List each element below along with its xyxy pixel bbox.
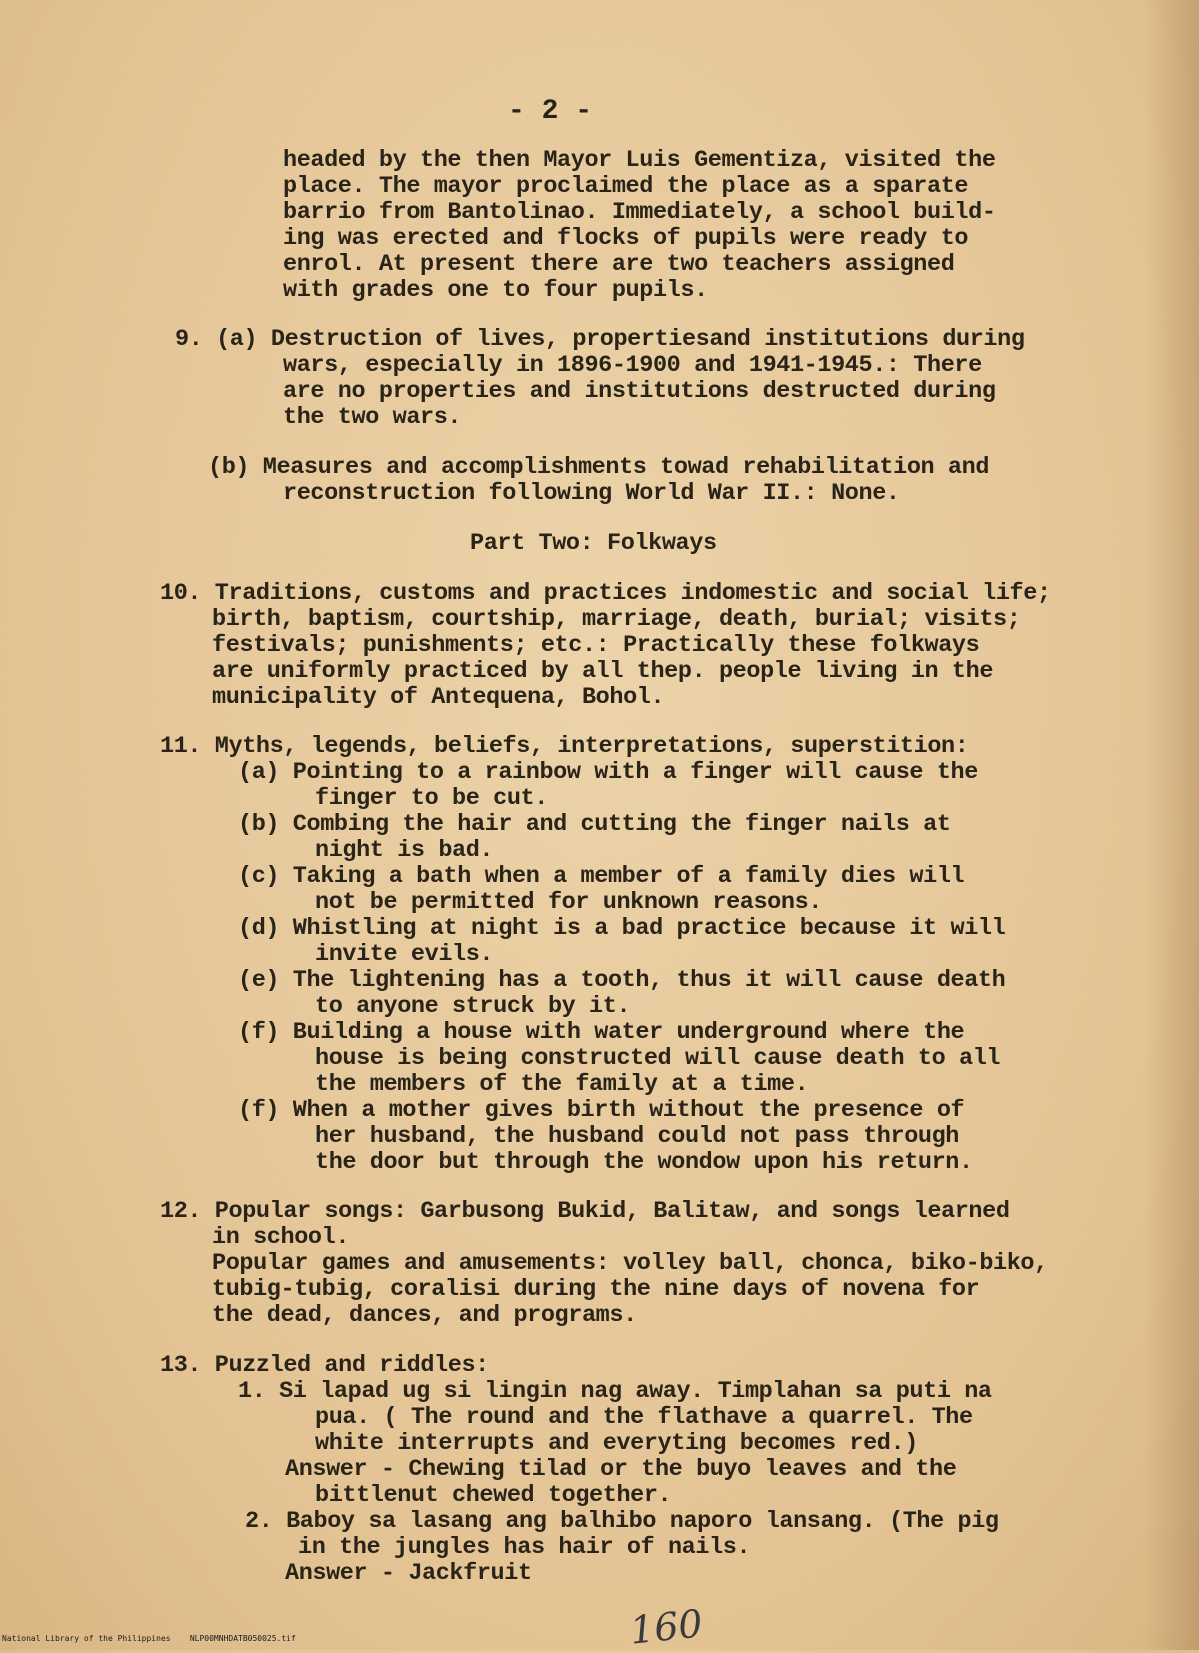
item-11-line: 11. Myths, legends, beliefs, interpretations, superstition: <box>160 733 969 760</box>
item-11-line: finger to be cut. <box>315 785 548 812</box>
item-13-line: 1. Si lapad ug si lingin nag away. Timplahan sa puti na <box>238 1378 992 1405</box>
text-line: enrol. At present there are two teachers assigned <box>283 251 955 278</box>
item-10-line: birth, baptism, courtship, marriage, death, burial; visits; <box>212 606 1021 633</box>
item-11-line: (b) Combing the hair and cutting the finger nails at <box>238 811 951 838</box>
item-11-line: (d) Whistling at night is a bad practice because it will <box>238 915 1006 942</box>
text-line: barrio from Bantolinao. Immediately, a school build- <box>283 199 996 226</box>
item-10-line: are uniformly practiced by all thep. people living in the <box>212 658 994 685</box>
section-heading: Part Two: Folkways <box>470 530 717 557</box>
item-11-line: her husband, the husband could not pass through <box>315 1123 960 1150</box>
handwritten-page-number: 160 <box>627 1601 705 1653</box>
item-9a-line: are no properties and institutions destructed during <box>283 378 996 405</box>
item-12-line: the dead, dances, and programs. <box>212 1302 637 1329</box>
item-13-line: in the jungles has hair of nails. <box>298 1534 751 1561</box>
text-line: with grades one to four pupils. <box>283 277 708 304</box>
item-11-line: (f) When a mother gives birth without the presence of <box>238 1097 965 1124</box>
page-edge-shadow <box>1144 0 1199 1650</box>
item-10-line: municipality of Antequena, Bohol. <box>212 684 665 711</box>
item-11-line: (c) Taking a bath when a member of a family dies will <box>238 863 965 890</box>
item-10-line: 10. Traditions, customs and practices indomestic and social life; <box>160 580 1051 607</box>
item-11-line: not be permitted for unknown reasons. <box>315 889 822 916</box>
item-13-line: pua. ( The round and the flathave a quarrel. The <box>315 1404 973 1431</box>
text-line: headed by the then Mayor Luis Gementiza, visited the <box>283 147 996 174</box>
item-13-line: Answer - Chewing tilad or the buyo leaves and the <box>285 1456 957 1483</box>
item-13-line: bittlenut chewed together. <box>315 1482 672 1509</box>
item-9b-line: reconstruction following World War II.: None. <box>283 480 900 507</box>
item-13-line: Answer - Jackfruit <box>285 1560 532 1587</box>
item-12-line: in school. <box>212 1224 350 1251</box>
item-11-line: night is bad. <box>315 837 494 864</box>
item-12-line: tubig-tubig, coralisi during the nine days of novena for <box>212 1276 980 1303</box>
item-11-line: to anyone struck by it. <box>315 993 631 1020</box>
item-13-line: 2. Baboy sa lasang ang balhibo naporo lansang. (The pig <box>245 1508 999 1535</box>
item-13-line: white interrupts and everyting becomes red.) <box>315 1430 918 1457</box>
item-11-line: the door but through the wondow upon his return. <box>315 1149 973 1176</box>
item-9a-line: the two wars. <box>283 404 462 431</box>
item-11-line: house is being constructed will cause death to all <box>315 1045 1001 1072</box>
item-9a-line: wars, especially in 1896-1900 and 1941-1945.: There <box>283 352 982 379</box>
page-number: - 2 - <box>508 96 593 127</box>
item-11-line: (a) Pointing to a rainbow with a finger will cause the <box>238 759 978 786</box>
item-12-line: 12. Popular songs: Garbusong Bukid, Balitaw, and songs learned <box>160 1198 1010 1225</box>
item-12-line: Popular games and amusements: volley ball, chonca, biko-biko, <box>212 1250 1048 1277</box>
item-11-line: invite evils. <box>315 941 494 968</box>
item-11-line: (f) Building a house with water underground where the <box>238 1019 965 1046</box>
item-11-line: (e) The lightening has a tooth, thus it will cause death <box>238 967 1006 994</box>
item-10-line: festivals; punishments; etc.: Practically these folkways <box>212 632 980 659</box>
scan-footer: National Library of the Philippines NLP00MNHDATB050025.tif <box>2 1634 296 1643</box>
text-line: place. The mayor proclaimed the place as a sparate <box>283 173 969 200</box>
item-13-line: 13. Puzzled and riddles: <box>160 1352 489 1379</box>
item-11-line: the members of the family at a time. <box>315 1071 809 1098</box>
item-9a-line: 9. (a) Destruction of lives, propertiesand institutions during <box>175 326 1025 353</box>
text-line: ing was erected and flocks of pupils were ready to <box>283 225 969 252</box>
item-9b-line: (b) Measures and accomplishments towad rehabilitation and <box>208 454 990 481</box>
